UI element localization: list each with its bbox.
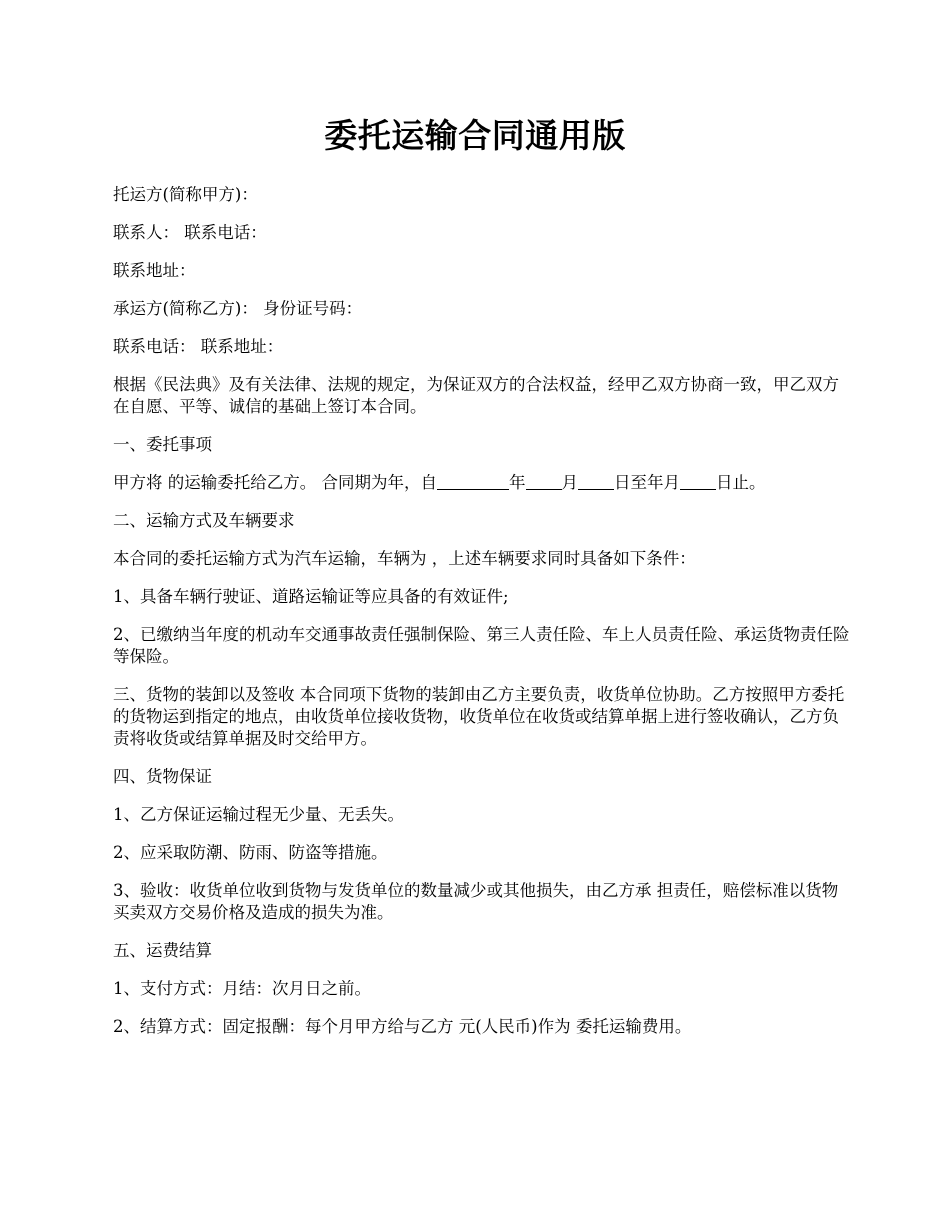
paragraph-carrier-contact: 联系电话： 联系地址：: [113, 337, 284, 356]
paragraph-loading-signoff: 三、货物的装卸以及签收 本合同项下货物的装卸由乙方主要负责，收货单位协助。乙方按照甲方委托的货物运到指定的地点，由收货单位接收货物，收货单位在收货或结算单据上进行签收确认，乙方负责将收货或结算单据及时交给甲方。: [113, 685, 845, 748]
paragraph-payment-method: 1、支付方式：月结：次月日之前。: [113, 979, 371, 998]
term-text-4: 日至年月: [614, 473, 680, 492]
section-heading-4: 四、货物保证: [113, 767, 212, 786]
section-heading-2: 二、运输方式及车辆要求: [113, 511, 295, 530]
paragraph-vehicle-condition-2: 2、已缴纳当年度的机动车交通事故责任强制保险、第三人责任险、车上人员责任险、承运货物责任险等保险。: [113, 625, 850, 666]
paragraph-contact-person: 联系人： 联系电话：: [113, 223, 267, 242]
paragraph-guarantee-1: 1、乙方保证运输过程无少量、无丢失。: [113, 805, 404, 824]
paragraph-contact-address: 联系地址：: [113, 261, 196, 280]
paragraph-vehicle-condition-1: 1、具备车辆行驶证、道路运输证等应具备的有效证件;: [113, 587, 509, 606]
term-text-5: 日止。: [716, 473, 766, 492]
blank-end-day: [680, 473, 716, 490]
paragraph-settlement-method: 2、结算方式：固定报酬：每个月甲方给与乙方 元(人民币)作为 委托运输费用。: [113, 1017, 692, 1036]
paragraph-consignor: 托运方(简称甲方)：: [113, 185, 258, 204]
section-heading-5: 五、运费结算: [113, 941, 212, 960]
paragraph-guarantee-3: 3、验收：收货单位收到货物与发货单位的数量减少或其他损失，由乙方承 担责任，赔偿标准以货物买卖双方交易价格及造成的损失为准。: [113, 881, 839, 922]
blank-start-month: [526, 473, 562, 490]
paragraph-carrier: 承运方(简称乙方)： 身份证号码：: [113, 299, 363, 318]
paragraph-guarantee-2: 2、应采取防潮、防雨、防盗等措施。: [113, 843, 388, 862]
term-text-1: 甲方将 的运输委托给乙方。 合同期为年，自: [113, 473, 437, 492]
blank-start-day: [578, 473, 614, 490]
paragraph-contract-term: [113, 472, 854, 494]
section-heading-1: 一、委托事项: [113, 435, 212, 454]
blank-start-year: [437, 473, 509, 490]
document-title: 委托运输合同通用版: [324, 116, 626, 155]
term-text-2: 年: [509, 473, 526, 492]
term-text-3: 月: [561, 473, 578, 492]
paragraph-transport-mode: 本合同的委托运输方式为汽车运输，车辆为 ，上述车辆要求同时具备如下条件：: [113, 549, 696, 568]
paragraph-preamble: 根据《民法典》及有关法律、法规的规定，为保证双方的合法权益，经甲乙双方协商一致，甲乙双方在自愿、平等、诚信的基础上签订本合同。: [113, 375, 839, 416]
